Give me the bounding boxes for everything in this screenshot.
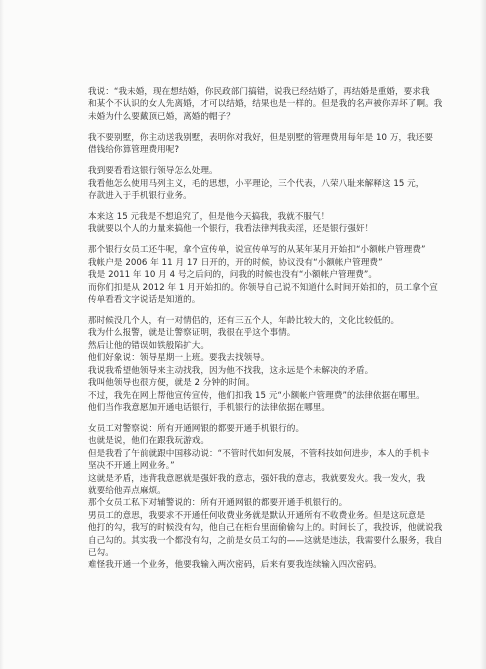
- text-line: 未婚为什么要戴顶已婚，离婚的帽子？: [88, 111, 235, 122]
- text-line: 我就要以个人的力量来搞他一个银行，我看法律判我卖淫，还是银行强奸！: [88, 224, 374, 235]
- text-line: 也就是说，他们在跟我玩游戏。: [88, 436, 210, 447]
- text-line: 但是我看了午前就跟中国移动说：“不管时代如何发展，不管科技如何进步，本人的手机卡: [88, 448, 430, 459]
- text-line: 我为什么报警，就是让警察证明，我很在乎这个事情。: [88, 328, 296, 339]
- text-line: 男员工的意思，我要求不开通任何收费业务就是默认开通所有不收费业务。但是这玩意是: [88, 510, 426, 521]
- text-line: 和某个不认识的女人先离婚，才可以结婚，结果也是一样的。但是我的名声被你弄坏了啊。我: [88, 99, 443, 110]
- text-line: 我不要别墅，你主动送我别墅，表明你对我好，但是别墅的管理费用每年是 10 万，我还要: [88, 132, 434, 143]
- text-line: 本来这 15 元我是不想追究了，但是他今天搞我，我就不服气！: [88, 212, 330, 223]
- paragraph: [88, 423, 443, 572]
- text-line: 就要给他弄点麻烦。: [88, 485, 166, 496]
- text-line: 我说我希望他领导来主动找我，因为他不找我，这永远是个未解决的矛盾。: [88, 365, 374, 376]
- text-line: 然后让他的错误如铁般陷扩大。: [88, 340, 210, 351]
- text-line: 自己勾的。其实我一个都没有勾，之前是女员工勾的——这就是违法，我需要什么服务，我自: [88, 535, 443, 546]
- text-line: 传单看看文字说话是知道的。: [88, 295, 201, 306]
- text-line: 我是 2011 年 10 月 4 号之后问的，问我的时候也没有“小额帐户管理费”。: [88, 270, 378, 281]
- text-line: 而你们扣是从 2012 年 1 月开始扣的。你领导自己说不知道什么时间开始扣的，员工拿个宣: [88, 282, 438, 293]
- text-line: 那个女员工私下对辅警说的：所有开通网银的都要开通手机银行的。: [88, 498, 348, 509]
- text-line: 那个银行女员工还牛呢，拿个宣传单，说宣传单写的从某年某月开始扣“小额帐户管理费”: [88, 245, 426, 256]
- text-line: 我帐户是 2006 年 11 月 17 日开的，开的时候，协议没有“小额帐户管理费”: [88, 257, 383, 268]
- text-line: 坚决不开通上网业务。”: [88, 461, 175, 472]
- paragraph: [88, 86, 443, 123]
- text-line: 我叫他领导也很方便，就是 2 分钟的时间。: [88, 378, 255, 389]
- text-line: 存款进入于手机银行业务。: [88, 191, 192, 202]
- paragraph: [88, 165, 425, 202]
- text-line: 我看他怎么使用马列主义，毛的思想，小平理论，三个代表，八荣八耻来解释这 15 元，: [88, 178, 425, 189]
- paragraph: [88, 244, 438, 306]
- text-line: 不过，我先在网上帮他宣传宣传，他们扣我 15 元“小额帐户管理费”的法律依据在哪里。: [88, 390, 425, 401]
- paragraph: [88, 132, 434, 157]
- text-line: 这就是矛盾，违背我意愿就是强奸我的意志，强奸我的意志，我就要发火。我一发火，我: [88, 473, 426, 484]
- paragraph: [88, 315, 425, 414]
- text-line: 他们好象说：领导星期一上班。要我去找领导。: [88, 353, 270, 364]
- text-line: 借钱给你算管理费用呢?: [88, 145, 180, 156]
- document-body: [88, 86, 443, 580]
- text-line: 我说：“我未婚，现在想结婚，你民政部门搞错，说我已经结婚了，再结婚是重婚，要求我: [88, 87, 430, 97]
- text-line: 我到要看看这银行领导怎么处理。: [88, 166, 218, 177]
- text-line: 那时候没几个人，有一对情侣的，还有三五个人，年龄比较大的，文化比较低的。: [88, 316, 400, 327]
- text-line: 他们当作我意愿加开通电话银行，手机银行的法律依据在哪里。: [88, 402, 331, 413]
- scan-left-edge: [0, 0, 4, 669]
- paragraph: [88, 211, 418, 236]
- scan-right-edge: [480, 0, 486, 669]
- text-line: 他打的勾，我写的时候没有勾，他自己在柜台里面偷偷勾上的。时间长了，我投诉，他就说我: [88, 523, 443, 534]
- text-line: 已勾。: [88, 547, 114, 558]
- text-line: 女员工对警察说：所有开通网银的都要开通手机银行的。: [88, 423, 305, 434]
- text-line: 难怪我开通一个业务，他要我输入两次密码，后来有要我连续输入四次密码。: [88, 560, 382, 571]
